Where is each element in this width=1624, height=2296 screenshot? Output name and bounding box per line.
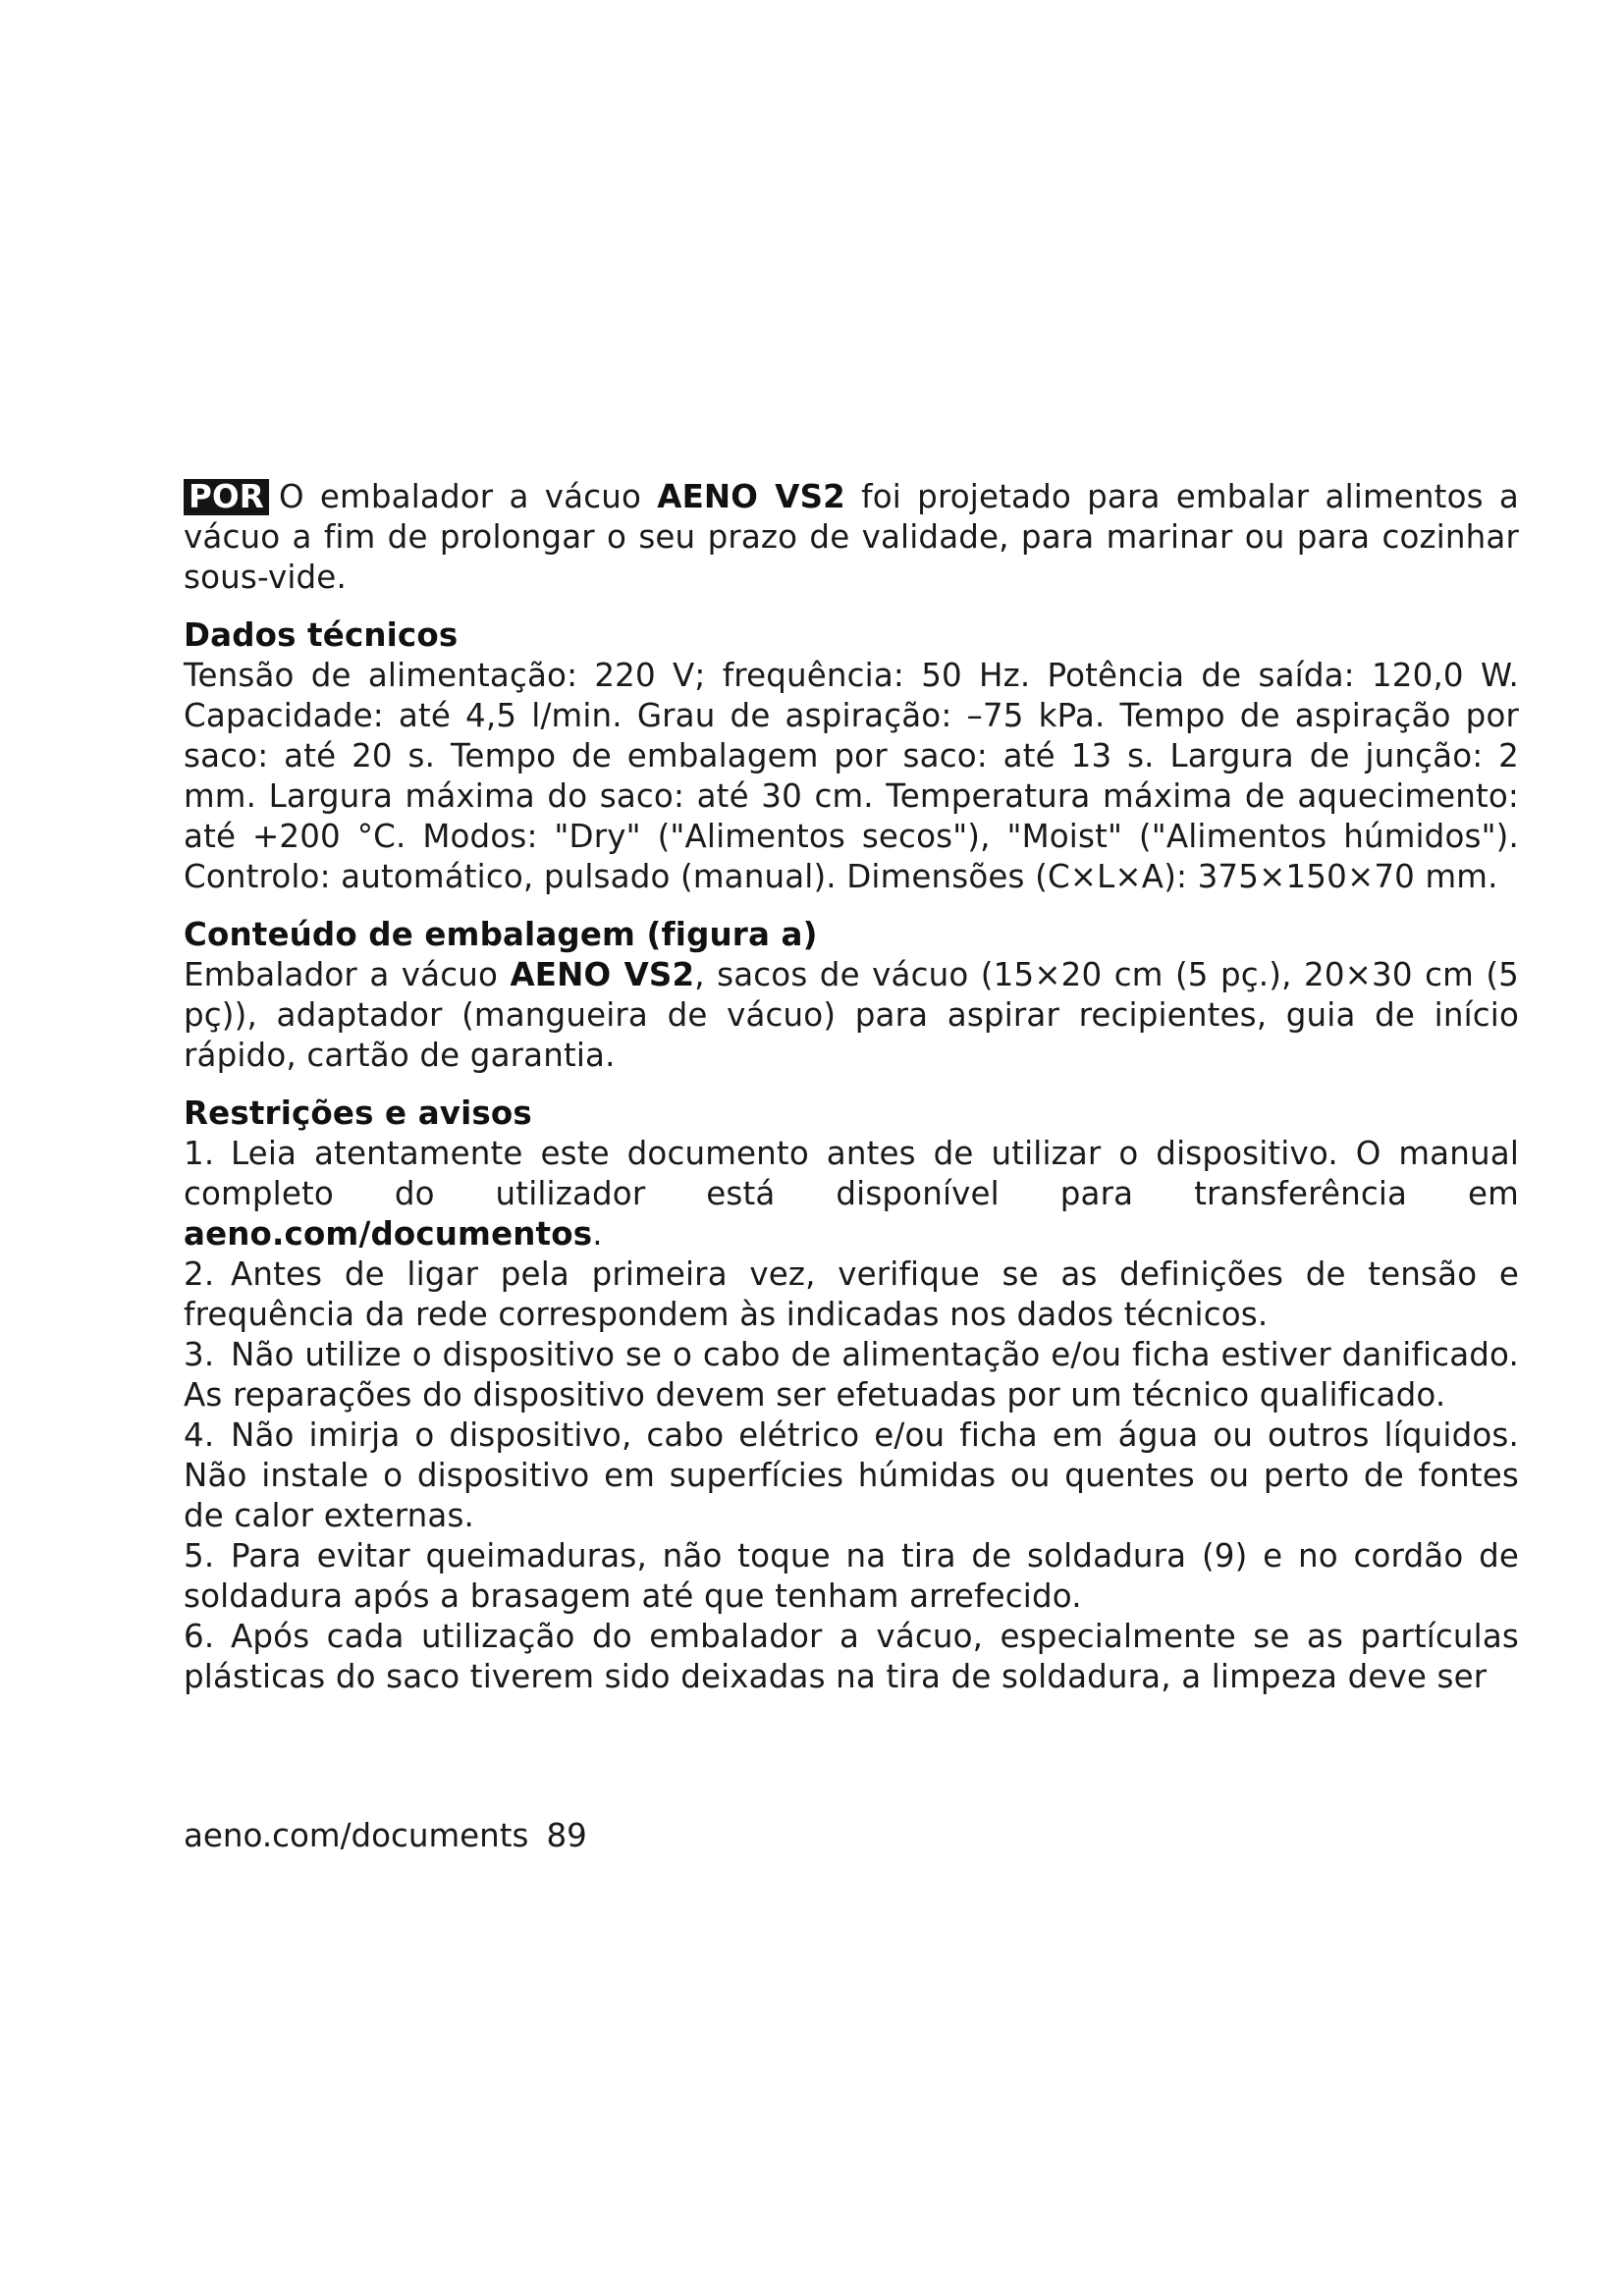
package-contents-text [184, 955, 1519, 1076]
intro-text-before: O embalador a vácuo [278, 478, 658, 515]
warning-item-1-suffix: . [592, 1215, 603, 1253]
warning-item-2 [184, 1255, 1519, 1335]
page-content [184, 477, 1519, 1697]
warnings-heading: Restrições e avisos [184, 1095, 532, 1132]
warning-item-6-number: 6. [184, 1618, 215, 1655]
language-badge: POR [184, 479, 269, 515]
warning-item-1 [184, 1134, 1519, 1255]
warning-item-4 [184, 1415, 1519, 1536]
footer-url[interactable]: aeno.com/documents [184, 1817, 529, 1854]
warning-item-2-text: Antes de ligar pela primeira vez, verifique se as definições de tensão e frequência da rede correspondem às indicadas nos dados técnicos. [184, 1255, 1519, 1333]
technical-data-text: Tensão de alimentação: 220 V; frequência: 50 Hz. Potência de saída: 120,0 W. Capacidade: até 4,5 l/min. Grau de aspiração: –75 kPa. Tempo de aspiração por saco: até 20 s. Tempo de embalagem por saco: até 13 s. Largura de junção: 2 mm. Largura máxima do saco: até 30 cm. Temperatura máxima de aquecimento: até +200 °C. Modos: "Dry" ("Alimentos secos"), "Moist" ("Alimentos húmidos"). Controlo: automático, pulsado (manual). Dimensões (C×L×A): 375×150×70 mm. [184, 657, 1519, 895]
package-product-name: AENO VS2 [510, 956, 695, 993]
page-number: 89 [546, 1817, 587, 1854]
page-footer [184, 1816, 587, 1856]
warning-item-5-text: Para evitar queimaduras, não toque na tira de soldadura (9) e no cordão de soldadura após a brasagem até que tenham arrefecido. [184, 1537, 1519, 1615]
warning-item-3-text: Não utilize o dispositivo se o cabo de alimentação e/ou ficha estiver danificado. As reparações do dispositivo devem ser efetuadas por um técnico qualificado. [184, 1336, 1519, 1414]
warning-item-2-number: 2. [184, 1255, 215, 1293]
warning-item-4-text: Não imirja o dispositivo, cabo elétrico e/ou ficha em água ou outros líquidos. Não instale o dispositivo em superfícies húmidas ou quentes ou perto de fontes de calor externas. [184, 1416, 1519, 1534]
warning-item-3-number: 3. [184, 1336, 215, 1373]
warning-item-1-number: 1. [184, 1135, 215, 1172]
intro-product-name: AENO VS2 [657, 478, 845, 515]
intro-text-after: foi projetado para embalar alimentos a vácuo a fim de prolongar o seu prazo de validade, para marinar ou para cozinhar sous-vide. [184, 478, 1519, 596]
intro-paragraph [184, 477, 1519, 598]
package-contents-heading: Conteúdo de embalagem (figura a) [184, 916, 818, 953]
package-text-before: Embalador a vácuo [184, 956, 511, 993]
documents-link[interactable]: aeno.com/documentos [184, 1215, 593, 1253]
technical-data-heading: Dados técnicos [184, 616, 459, 654]
package-text-after: , sacos de vácuo (15×20 cm (5 pç.), 20×30 cm (5 pç)), adaptador (mangueira de vácuo) para aspirar recipientes, guia de início rápido, cartão de garantia. [184, 956, 1519, 1074]
warning-item-5-number: 5. [184, 1537, 215, 1575]
warning-item-4-number: 4. [184, 1416, 215, 1454]
warning-item-3 [184, 1335, 1519, 1415]
warning-item-6 [184, 1617, 1519, 1697]
warning-item-6-text: Após cada utilização do embalador a vácuo, especialmente se as partículas plásticas do saco tiverem sido deixadas na tira de soldadura, a limpeza deve ser [184, 1618, 1519, 1695]
warning-item-1-text: Leia atentamente este documento antes de utilizar o dispositivo. O manual completo do utilizador está disponível para transferência em [184, 1135, 1519, 1212]
warning-item-5 [184, 1536, 1519, 1617]
